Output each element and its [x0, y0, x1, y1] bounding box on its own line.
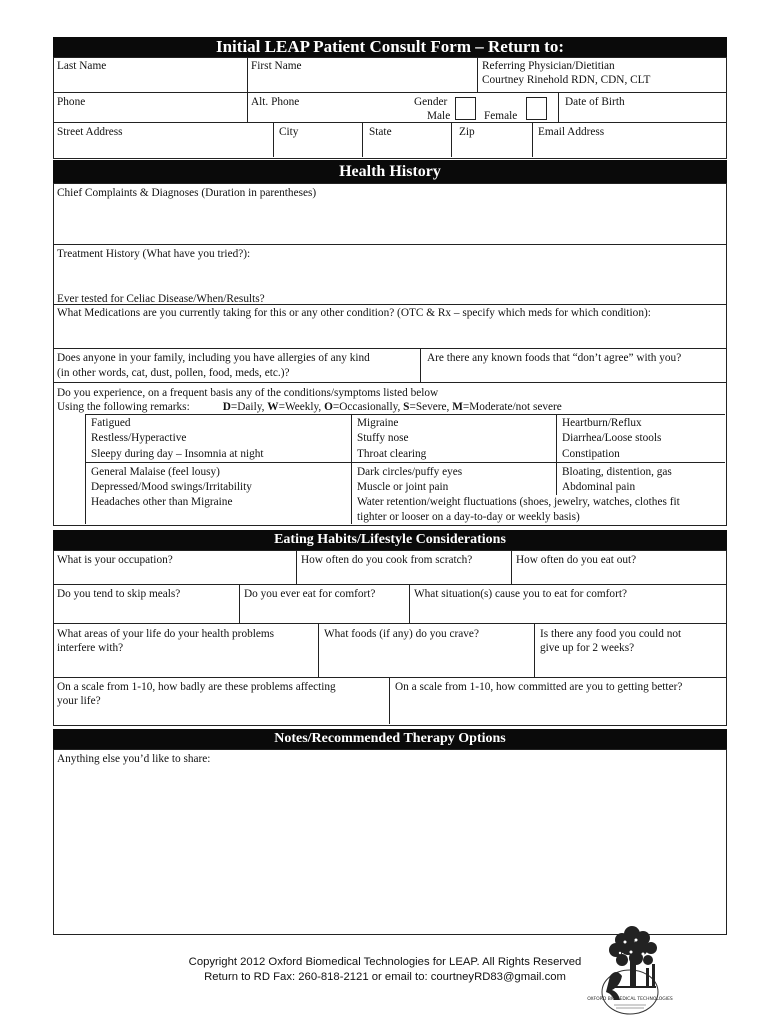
notes-heading: Notes/Recommended Therapy Options	[274, 731, 506, 746]
allergies-field-line2: (in other words, cat, dust, pollen, food, meds, etc.)?	[57, 367, 290, 379]
symptom-heartburn[interactable]: Heartburn/Reflux	[562, 417, 642, 429]
eating-habits-heading: Eating Habits/Lifestyle Considerations	[274, 532, 506, 547]
life-areas-field-line2: interfere with?	[57, 642, 124, 654]
remarks-label: Using the following remarks:	[57, 401, 190, 413]
symptom-water-retention[interactable]: Water retention/weight fluctuations (shoes, jewelry, watches, clothes fit	[357, 496, 680, 508]
divider	[451, 122, 452, 157]
divider	[409, 584, 410, 623]
divider	[534, 623, 535, 677]
symptom-depressed[interactable]: Depressed/Mood swings/Irritability	[91, 481, 252, 493]
city-field[interactable]: City	[279, 126, 299, 138]
give-up-food-field-line2: give up for 2 weeks?	[540, 642, 635, 654]
divider	[85, 414, 725, 415]
date-of-birth-field[interactable]: Date of Birth	[565, 96, 625, 108]
oxford-logo	[587, 920, 673, 1020]
cook-from-scratch-field[interactable]: How often do you cook from scratch?	[301, 554, 473, 566]
divider	[53, 348, 727, 349]
email-address-field[interactable]: Email Address	[538, 126, 605, 138]
divider	[53, 623, 727, 624]
divider	[318, 623, 319, 677]
symptom-restless[interactable]: Restless/Hyperactive	[91, 432, 187, 444]
last-name-field[interactable]: Last Name	[57, 60, 107, 72]
anything-else-field[interactable]: Anything else you’d like to share:	[57, 753, 211, 765]
health-history-heading: Health History	[339, 163, 441, 180]
commitment-scale-field[interactable]: On a scale from 1-10, how committed are you to getting better?	[395, 681, 683, 693]
remarks-code-o: O	[324, 401, 333, 413]
remarks-code-w: W	[267, 401, 279, 413]
health-history-header	[53, 160, 727, 183]
problem-severity-scale-field[interactable]: On a scale from 1-10, how badly are these problems affecting	[57, 681, 336, 693]
remarks-code-m: M	[452, 401, 463, 413]
occupation-field[interactable]: What is your occupation?	[57, 554, 173, 566]
symptom-constipation[interactable]: Constipation	[562, 448, 620, 460]
divider	[53, 304, 727, 305]
remarks-text-m: =Moderate/not severe	[462, 401, 562, 413]
symptom-abdominal-pain[interactable]: Abdominal pain	[562, 481, 636, 493]
eat-out-field[interactable]: How often do you eat out?	[516, 554, 637, 566]
remarks-text-s: =Severe,	[409, 401, 453, 413]
cravings-field[interactable]: What foods (if any) do you crave?	[324, 628, 479, 640]
divider	[556, 414, 557, 495]
remarks-text-d: =Daily,	[230, 401, 268, 413]
female-label: Female	[484, 110, 518, 122]
chief-complaints-field[interactable]: Chief Complaints & Diagnoses (Duration in parentheses)	[57, 187, 317, 199]
divider	[85, 462, 725, 463]
divider	[362, 122, 363, 157]
first-name-field[interactable]: First Name	[251, 60, 302, 72]
eat-for-comfort-field[interactable]: Do you ever eat for comfort?	[244, 588, 376, 600]
treatment-history-field[interactable]: Treatment History (What have you tried?):	[57, 248, 251, 260]
street-address-field[interactable]: Street Address	[57, 126, 123, 138]
symptom-dark-circles[interactable]: Dark circles/puffy eyes	[357, 466, 463, 478]
divider	[239, 584, 240, 623]
divider	[296, 550, 297, 584]
female-checkbox[interactable]	[526, 97, 547, 120]
problem-severity-scale-field-line2: your life?	[57, 695, 101, 707]
symptom-bloating[interactable]: Bloating, distention, gas	[562, 466, 672, 478]
referring-label: Referring Physician/Dietitian	[482, 60, 615, 72]
form-title-bar	[53, 37, 727, 57]
symptom-malaise[interactable]: General Malaise (feel lousy)	[91, 466, 220, 478]
tree-logo-icon	[587, 920, 673, 1020]
symptom-stuffy-nose[interactable]: Stuffy nose	[357, 432, 409, 444]
notes-header	[53, 729, 727, 749]
divider	[53, 584, 727, 585]
remarks-code-d: D	[222, 401, 231, 413]
life-areas-field[interactable]: What areas of your life do your health problems	[57, 628, 275, 640]
gender-label: Gender	[414, 96, 448, 108]
divider	[53, 382, 727, 383]
remarks-legend	[57, 400, 562, 414]
form-title: Initial LEAP Patient Consult Form – Return to:	[215, 37, 565, 56]
symptom-headaches[interactable]: Headaches other than Migraine	[91, 496, 233, 508]
foods-disagree-field[interactable]: Are there any known foods that “don’t agree” with you?	[427, 352, 682, 364]
divider	[420, 348, 421, 382]
remarks-code-s: S	[403, 401, 410, 413]
symptom-diarrhea[interactable]: Diarrhea/Loose stools	[562, 432, 662, 444]
divider	[511, 550, 512, 584]
phone-field[interactable]: Phone	[57, 96, 86, 108]
eating-habits-header	[53, 530, 727, 550]
comfort-situations-field[interactable]: What situation(s) cause you to eat for comfort?	[414, 588, 627, 600]
skip-meals-field[interactable]: Do you tend to skip meals?	[57, 588, 181, 600]
zip-field[interactable]: Zip	[459, 126, 475, 138]
divider	[477, 57, 478, 92]
medications-field[interactable]: What Medications are you currently taking for this or any other condition? (OTC & Rx – specify which meds for which condition):	[57, 307, 651, 319]
divider	[273, 122, 274, 157]
symptoms-intro: Do you experience, on a frequent basis any of the conditions/symptoms listed below	[57, 387, 439, 399]
divider	[53, 92, 727, 93]
symptom-sleepy[interactable]: Sleepy during day – Insomnia at night	[91, 448, 264, 460]
male-label: Male	[427, 110, 451, 122]
allergies-field[interactable]: Does anyone in your family, including you have allergies of any kind	[57, 352, 370, 364]
alt-phone-field[interactable]: Alt. Phone	[251, 96, 300, 108]
divider	[53, 244, 727, 245]
notes-section	[53, 749, 727, 935]
symptom-fatigued[interactable]: Fatigued	[91, 417, 131, 429]
copyright-text: Copyright 2012 Oxford Biomedical Technologies for LEAP. All Rights Reserved	[188, 956, 582, 968]
remarks-text-o: =Occasionally,	[332, 401, 404, 413]
divider	[558, 92, 559, 122]
state-field[interactable]: State	[369, 126, 392, 138]
divider	[389, 677, 390, 724]
symptom-throat-clearing[interactable]: Throat clearing	[357, 448, 427, 460]
return-instructions: Return to RD Fax: 260-818-2121 or email to: courtneyRD83@gmail.com	[204, 971, 566, 983]
celiac-field[interactable]: Ever tested for Celiac Disease/When/Results?	[57, 293, 265, 305]
divider	[532, 122, 533, 157]
give-up-food-field[interactable]: Is there any food you could not	[540, 628, 682, 640]
male-checkbox[interactable]	[455, 97, 476, 120]
divider	[351, 414, 352, 524]
divider	[53, 677, 727, 678]
divider	[53, 122, 727, 123]
remarks-text-w: =Weekly,	[278, 401, 325, 413]
divider	[247, 57, 248, 92]
divider	[247, 92, 248, 122]
symptom-migraine[interactable]: Migraine	[357, 417, 399, 429]
referring-name: Courtney Rinehold RDN, CDN, CLT	[482, 74, 651, 86]
logo-text: OXFORD BIOMEDICAL TECHNOLOGIES	[587, 997, 673, 1002]
symptom-water-retention-line2: tighter or looser on a day-to-day or weekly basis)	[357, 511, 580, 523]
symptom-muscle-joint-pain[interactable]: Muscle or joint pain	[357, 481, 449, 493]
divider	[85, 414, 86, 524]
